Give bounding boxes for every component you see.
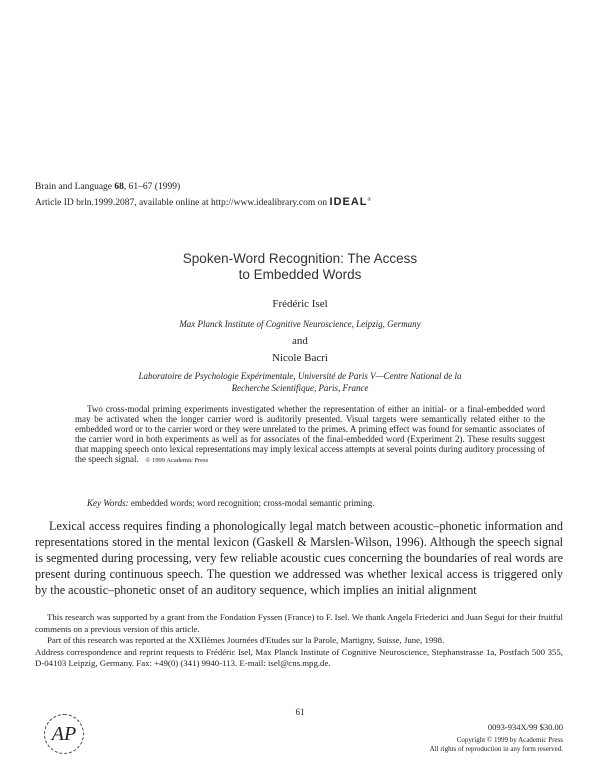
and-separator: and: [292, 335, 308, 347]
footnote: Part of this research was reported at the XXIIèmes Journées d'Etudes sur la Parole, Martigny, Suisse, June, 1998.: [47, 635, 445, 645]
author-affiliation: Recherche Scientifique, Paris, France: [231, 383, 369, 393]
journal-citation: [35, 181, 180, 193]
academic-press-logo: AP: [44, 714, 84, 754]
footnote: This research was supported by a grant from the Fondation Fyssen (France) to F. Isel. We thank Angela Friederici and Juan Segui for their fruitful comments on a previous version of this article.: [35, 612, 563, 634]
author-name: Nicole Bacri: [272, 352, 328, 364]
footnotes: [35, 612, 563, 670]
ideal-logo: IDEAL: [329, 196, 368, 209]
keywords-label: Key Words:: [87, 498, 129, 508]
abstract-copyright: © 1999 Academic Press: [145, 457, 209, 464]
article-id-line: [35, 195, 371, 209]
journal-name: Brain and Language: [35, 182, 113, 192]
body-paragraph: Lexical access requires finding a phonologically legal match between acoustic–phonetic information and representations stored in the mental lexicon (Gaskell & Marslen-Wilson, 1996). Although the speech signal is segmented during processing, very few reliable acoustic cues concerning the boundaries of real words are present during continuous speech. The question we addressed was whether lexical access is triggered only by the acoustic–phonetic onset of an auditory sequence, which implies an initial alignment: [35, 519, 563, 597]
paper-title-line-2: to Embedded Words: [238, 267, 362, 282]
abstract-text: Two cross-modal priming experiments investigated whether the representation of either an initial- or a final-embedded word may be activated when the longer carrier word is auditorily presented. Visual targets were semantically related either to the embedded word or to the carrier word or they were unrelated to the primes. A priming effect was found for semantic associates of the carrier word in both experiments as well as for associates of the final-embedded word (Experiment 2). These results suggest that mapping speech onto lexical representations may imply lexical access attempts at several points during auditory processing of the speech signal.: [75, 404, 545, 464]
paper-title-line-1: Spoken-Word Recognition: The Access: [182, 251, 418, 266]
article-id: Article ID brln.1999.2087, available online at http://www.idealibrary.com on: [35, 198, 328, 209]
copyright-notice: Copyright © 1999 by Academic Press: [456, 736, 563, 744]
abstract: [75, 404, 545, 466]
rights-notice: All rights of reproduction in any form reserved.: [429, 745, 563, 753]
author-affiliation: Max Planck Institute of Cognitive Neuroscience, Leipzig, Germany: [179, 319, 421, 329]
keywords: [75, 498, 545, 508]
journal-volume: 68: [114, 182, 124, 192]
journal-pages: , 61–67 (1999): [123, 182, 181, 192]
author-name: Frédéric Isel: [272, 298, 328, 310]
page-number: 61: [295, 707, 305, 717]
footnote: Address correspondence and reprint requests to Frédéric Isel, Max Planck Institute of Cognitive Neuroscience, Stephanstrasse 1a, Postfach 500 355, D-04103 Leipzig, Germany. Fax: +49(0) (341) 9940-113. E-mail: isel@cns.mpg.de.: [35, 646, 563, 668]
author-affiliation: Laboratoire de Psychologie Expérimentale, Université de Paris V—Centre National de la: [138, 371, 462, 381]
issn-price: 0093-934X/99 $30.00: [487, 722, 563, 732]
ideal-sup: ®: [367, 198, 372, 203]
keywords-text: embedded words; word recognition; cross-modal semantic priming.: [130, 498, 375, 508]
